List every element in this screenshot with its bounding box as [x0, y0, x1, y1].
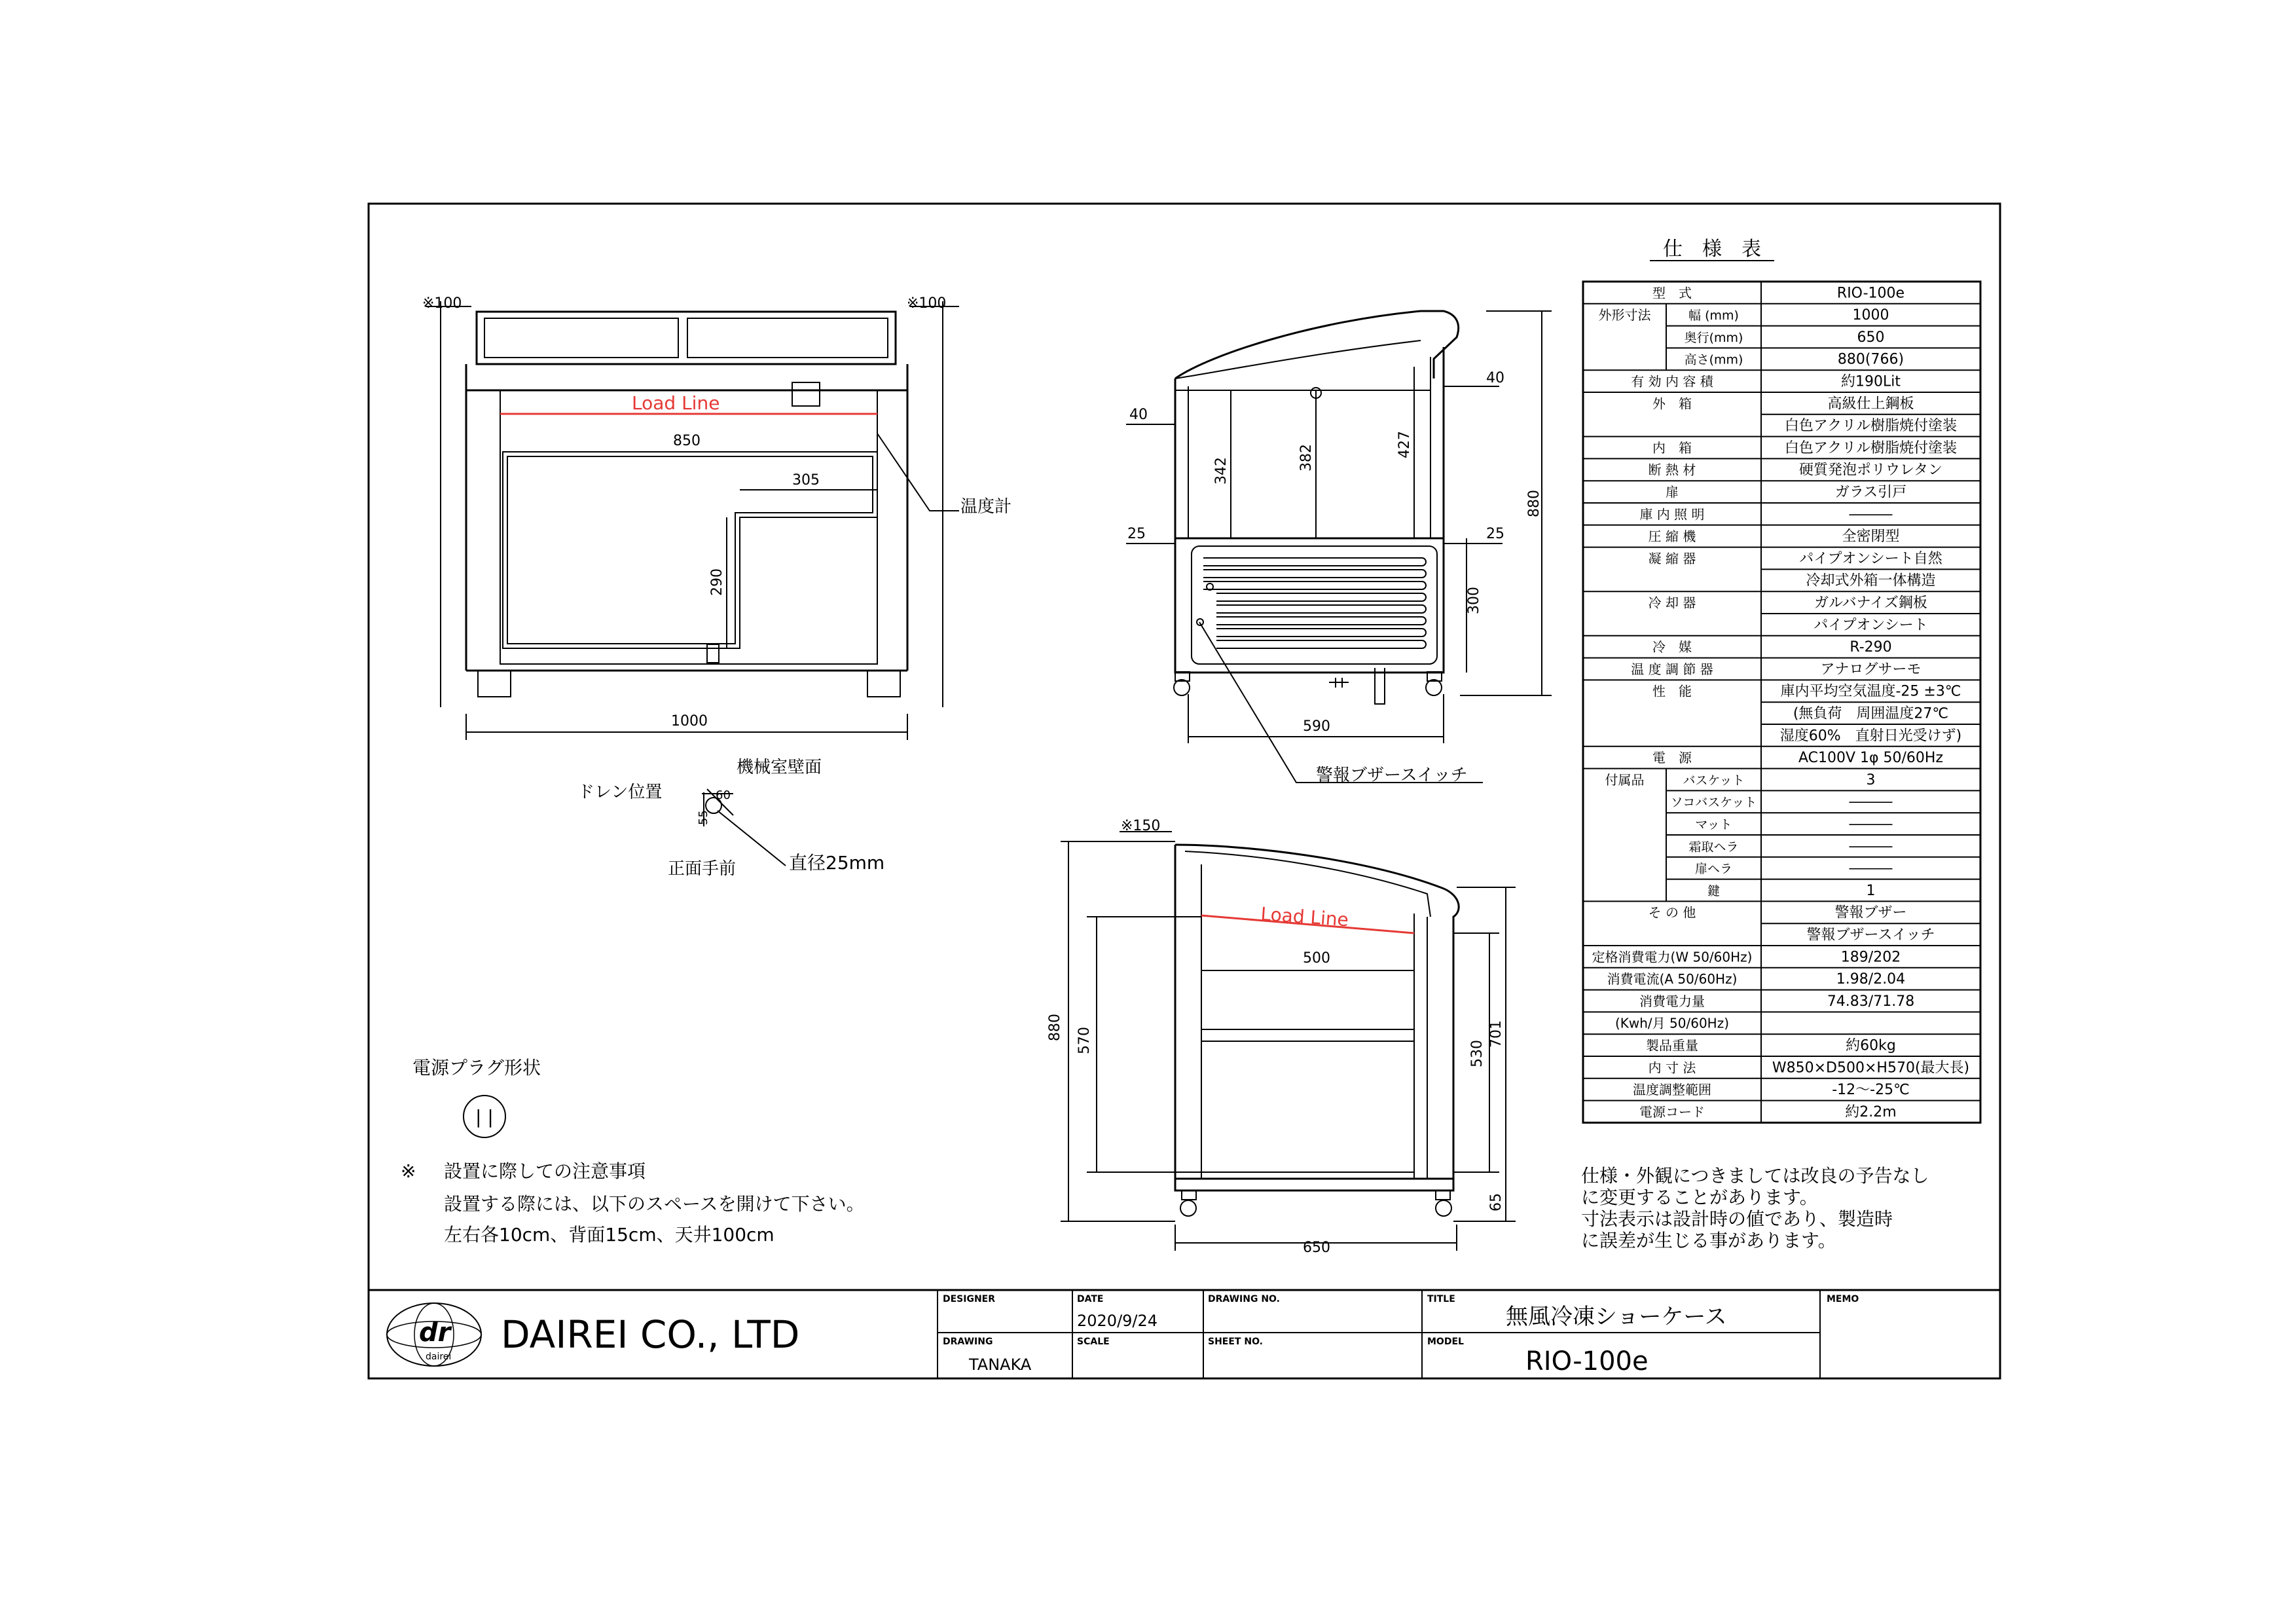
- front-wheel-left: [478, 671, 511, 697]
- spec-attr-label: 内 寸 法: [1648, 1060, 1696, 1076]
- spec-value: ―――: [1849, 816, 1893, 833]
- spec-value: 硬質発泡ポリウレタン: [1798, 462, 1943, 479]
- install-note: [401, 1160, 865, 1246]
- front-thermometer-box: [792, 382, 820, 406]
- spec-sub-label: 扉ヘラ: [1694, 862, 1733, 877]
- side-dim-40-right: 40: [1486, 370, 1504, 386]
- spec-value: 白色アクリル樹脂焼付塗装: [1784, 439, 1958, 456]
- spec-value: 1: [1866, 882, 1876, 899]
- side-dim-880: 880: [1526, 490, 1542, 517]
- designer-label: DESIGNER: [943, 1294, 996, 1304]
- side-dim-382: 382: [1298, 444, 1315, 471]
- spec-value: 湿度60% 直射日光受けず): [1779, 728, 1962, 745]
- spec-title: 仕 様 表: [1663, 238, 1761, 261]
- front-thermometer-label: 温度計: [960, 497, 1012, 517]
- install-note-title: 設置に際しての注意事項: [444, 1160, 646, 1182]
- spec-value: 約2.2m: [1845, 1103, 1897, 1120]
- spec-sub-label: 鍵: [1707, 883, 1721, 898]
- spec-attr-label: 冷 却 器: [1648, 595, 1696, 611]
- plug-label: 電源プラグ形状: [412, 1057, 541, 1079]
- spec-sub-label: マット: [1695, 817, 1732, 832]
- side-dim-342: 342: [1213, 457, 1230, 485]
- sheet-no-label: SHEET NO.: [1208, 1337, 1263, 1347]
- spec-value: 冷却式外箱一体構造: [1806, 572, 1936, 589]
- spec-attr-label: 製品重量: [1646, 1037, 1698, 1054]
- spec-sub-label: 霜取ヘラ: [1688, 840, 1739, 855]
- spec-value: ―――: [1849, 506, 1893, 523]
- spec-value: RIO-100e: [1836, 285, 1905, 302]
- spec-value: 74.83/71.78: [1827, 993, 1915, 1010]
- spec-table: [1583, 282, 1980, 1122]
- logo-text: dr: [419, 1318, 451, 1348]
- drain-front-side: 正面手前: [668, 859, 737, 879]
- title-value: 無風冷凍ショーケース: [1506, 1304, 1727, 1330]
- spec-value: -12～-25℃: [1832, 1082, 1910, 1099]
- spec-attr-label: (Kwh/月 50/60Hz): [1614, 1015, 1730, 1031]
- spec-value: 庫内平均空気温度-25 ±3℃: [1780, 683, 1961, 700]
- memo-note: [1581, 1165, 1929, 1251]
- spec-attr-label: 電源コード: [1639, 1103, 1705, 1120]
- spec-value: ―――: [1849, 794, 1893, 811]
- model-label: MODEL: [1427, 1337, 1464, 1347]
- spec-attr-label: 外 箱: [1652, 396, 1692, 412]
- drawing-label: DRAWING: [943, 1337, 993, 1347]
- front-canopy: [477, 312, 896, 364]
- spec-value: ―――: [1849, 860, 1893, 877]
- section-dim-880: 880: [1047, 1014, 1063, 1041]
- model-value: RIO-100e: [1525, 1346, 1649, 1376]
- plug-section: [412, 1057, 541, 1137]
- spec-attr-label: 外形寸法: [1598, 307, 1651, 323]
- drain-detail: [577, 758, 884, 879]
- section-dim-530: 530: [1469, 1040, 1485, 1067]
- front-dim-left-clear: ※100: [422, 295, 462, 312]
- section-dim-65: 65: [1488, 1193, 1504, 1211]
- front-load-line-label: Load Line: [632, 392, 720, 414]
- front-dim-305: 305: [792, 472, 820, 489]
- section-dim-701: 701: [1488, 1020, 1504, 1048]
- spec-attr-label: 冷 媒: [1652, 639, 1692, 655]
- spec-attr-label: 温度調整範囲: [1633, 1082, 1711, 1098]
- spec-value: AC100V 1φ 50/60Hz: [1798, 750, 1944, 767]
- memo-line4: に誤差が生じる事があります。: [1581, 1230, 1836, 1251]
- spec-value: ガラス引戸: [1834, 484, 1907, 501]
- spec-sub-label: 高さ(mm): [1684, 352, 1743, 367]
- side-dim-25-right: 25: [1486, 526, 1504, 542]
- spec-value: 3: [1866, 771, 1876, 788]
- section-dim-570: 570: [1076, 1027, 1093, 1054]
- install-note-mark: ※: [401, 1160, 416, 1182]
- side-dim-590: 590: [1303, 718, 1330, 735]
- section-view: [1047, 818, 1516, 1256]
- spec-attr-label: 庫 内 照 明: [1639, 506, 1705, 523]
- spec-value: (無負荷 周囲温度27℃: [1793, 705, 1949, 722]
- side-buzzer-switch: 警報ブザースイッチ: [1316, 766, 1468, 785]
- spec-value: 650: [1857, 329, 1885, 346]
- drawing-value: TANAKA: [969, 1356, 1032, 1374]
- spec-value: 880(766): [1837, 351, 1904, 368]
- drain-dim-60: 60: [716, 788, 731, 802]
- front-dim-290: 290: [709, 568, 725, 596]
- spec-attr-label: 性 能: [1652, 683, 1692, 699]
- spec-value: 約60kg: [1846, 1037, 1896, 1054]
- memo-label: MEMO: [1827, 1294, 1859, 1304]
- title-block: [369, 1290, 2000, 1378]
- side-dim-40-left: 40: [1129, 407, 1148, 423]
- section-load-line-label: Load Line: [1260, 903, 1349, 931]
- spec-value: 約190Lit: [1841, 373, 1901, 390]
- spec-attr-label: 温 度 調 節 器: [1631, 661, 1713, 677]
- spec-value: アナログサーモ: [1820, 661, 1922, 678]
- front-dim-1000: 1000: [671, 713, 708, 729]
- date-value: 2020/9/24: [1077, 1312, 1158, 1330]
- front-wheel-right: [867, 671, 900, 697]
- spec-value: 全密閉型: [1842, 528, 1900, 545]
- spec-attr-label: 消費電力量: [1639, 993, 1705, 1009]
- drain-diameter: 直径25mm: [789, 852, 885, 874]
- section-dim-150: ※150: [1121, 818, 1161, 834]
- spec-attr-label: 圧 縮 機: [1648, 528, 1696, 545]
- side-dim-427: 427: [1396, 431, 1413, 458]
- spec-value: 白色アクリル樹脂焼付塗装: [1784, 418, 1958, 435]
- spec-sub-label: 奥行(mm): [1684, 330, 1743, 345]
- drain-dim-55: 55: [697, 810, 710, 825]
- date-label: DATE: [1077, 1294, 1104, 1304]
- spec-attr-label: 有 効 内 容 積: [1631, 373, 1713, 390]
- spec-value: パイプオンシート: [1813, 617, 1928, 634]
- spec-attr-label: 定格消費電力(W 50/60Hz): [1592, 949, 1753, 965]
- front-dim-right-clear: ※100: [907, 295, 947, 312]
- plug-symbol: | |: [475, 1106, 494, 1128]
- front-dim-850: 850: [673, 433, 701, 449]
- section-dim-650: 650: [1303, 1240, 1330, 1256]
- spec-value: 189/202: [1840, 949, 1901, 966]
- drain-machine-wall: 機械室壁面: [737, 758, 822, 777]
- spec-value: 高級仕上鋼板: [1827, 396, 1914, 413]
- spec-value: 1.98/2.04: [1836, 971, 1906, 988]
- spec-attr-label: 断 熱 材: [1648, 462, 1696, 478]
- spec-value: 1000: [1852, 307, 1889, 324]
- title-label: TITLE: [1427, 1294, 1455, 1304]
- section-dim-500: 500: [1303, 950, 1330, 967]
- side-view: [1126, 311, 1552, 785]
- spec-value: ガルバナイズ鋼板: [1814, 595, 1927, 612]
- drawing-no-label: DRAWING NO.: [1208, 1294, 1280, 1304]
- memo-line1: 仕様・外観につきましては改良の予告なし: [1581, 1165, 1929, 1187]
- spec-attr-label: 付属品: [1605, 771, 1645, 788]
- memo-line2: に変更することがあります。: [1581, 1187, 1818, 1208]
- spec-value: R-290: [1850, 639, 1892, 656]
- spec-value: 警報ブザー: [1834, 904, 1907, 921]
- spec-sub-label: 幅 (mm): [1688, 308, 1739, 323]
- spec-value: 警報ブザースイッチ: [1806, 927, 1935, 944]
- install-note-line1: 設置する際には、以下のスペースを開けて下さい。: [444, 1193, 865, 1215]
- logo-sub: dairei: [426, 1352, 452, 1362]
- spec-value: W850×D500×H570(最大長): [1772, 1060, 1970, 1077]
- spec-attr-label: 扉: [1666, 484, 1679, 500]
- side-dim-300: 300: [1466, 587, 1482, 614]
- side-dim-25-left: 25: [1127, 526, 1146, 542]
- spec-attr-label: 内 箱: [1652, 439, 1692, 456]
- company-name: DAIREI CO., LTD: [501, 1312, 800, 1357]
- front-view: [422, 295, 1011, 740]
- spec-value: パイプオンシート自然: [1799, 550, 1942, 567]
- spec-attr-label: 消費電流(A 50/60Hz): [1607, 971, 1738, 987]
- memo-line3: 寸法表示は設計時の値であり、製造時: [1581, 1208, 1893, 1230]
- spec-attr-label: 型 式: [1652, 285, 1692, 301]
- install-note-line2: 左右各10cm、背面15cm、天井100cm: [444, 1224, 774, 1246]
- scale-label: SCALE: [1077, 1337, 1110, 1347]
- spec-value: ―――: [1849, 838, 1893, 855]
- drain-position: ドレン位置: [577, 783, 663, 802]
- spec-attr-label: 電 源: [1652, 750, 1692, 766]
- spec-attr-label: 凝 縮 器: [1648, 550, 1696, 566]
- spec-sub-label: ソコバスケット: [1670, 795, 1757, 810]
- spec-sub-label: バスケット: [1683, 773, 1745, 788]
- spec-attr-label: そ の 他: [1648, 904, 1696, 921]
